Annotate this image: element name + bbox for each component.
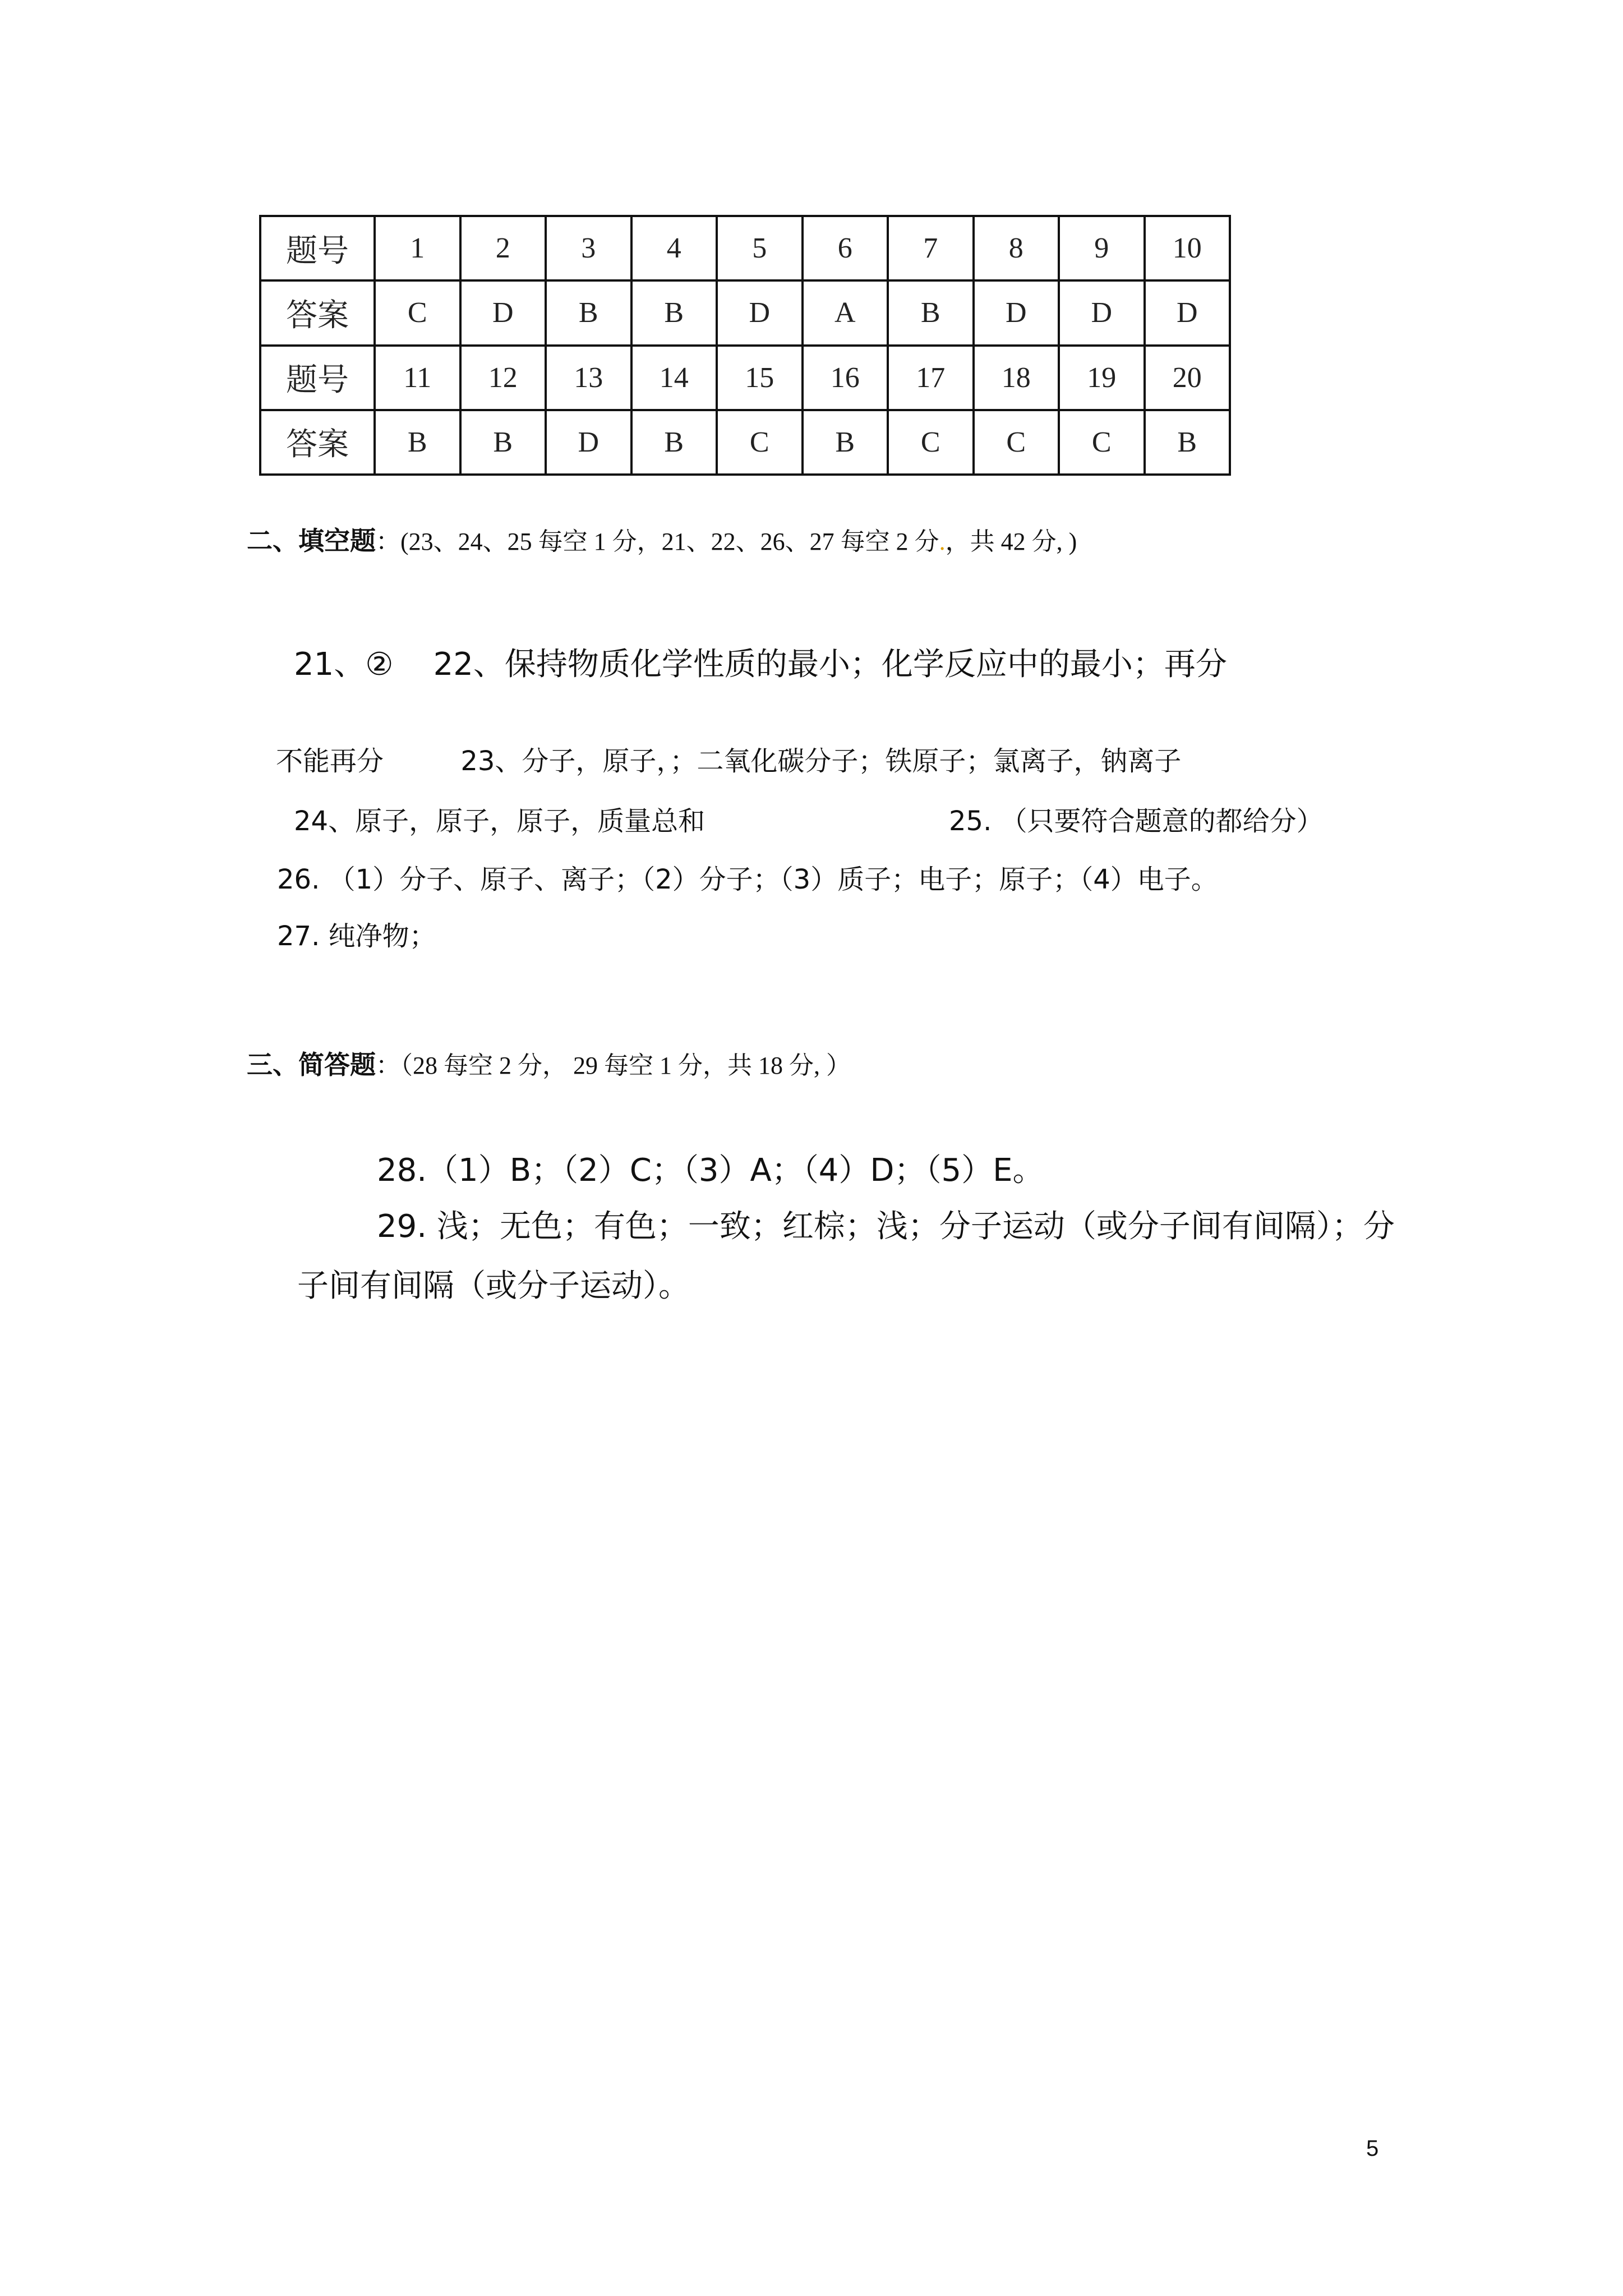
table-cell: 4 [631,216,717,280]
table-cell: 7 [888,216,974,280]
table-cell: 18 [974,346,1059,410]
table-cell: D [546,410,631,475]
table-cell: C [717,410,803,475]
answer-line-29-cont: 子间有间隔（或分子运动）。 [297,1268,690,1304]
table-cell: B [546,280,631,345]
table-cell: D [460,280,546,345]
section2-heading [247,521,1077,558]
table-cell: 10 [1145,216,1230,280]
section2-note-dot: . [939,528,946,555]
table-cell: D [717,280,803,345]
table-cell: 13 [546,346,631,410]
table-cell: 9 [1059,216,1145,280]
table-cell: B [803,410,888,475]
table-cell: A [803,280,888,345]
table-cell: C [974,410,1059,475]
table-row [260,280,1230,345]
section3-title: 三、简答题 [247,1050,376,1080]
answer-line-24: 24、原子，原子，原子，质量总和 [294,806,706,837]
table-cell: C [1059,410,1145,475]
row-header-cell: 题号 [260,346,375,410]
table-cell: B [631,280,717,345]
section2-title: 二、填空题 [247,526,376,556]
table-cell: 15 [717,346,803,410]
table-cell: B [375,410,460,475]
table-cell: 2 [460,216,546,280]
answer-line-25: 25. （只要符合题意的都给分） [949,806,1324,837]
page-number: 5 [1366,2136,1379,2161]
table-cell: B [631,410,717,475]
table-cell: 16 [803,346,888,410]
answer-line-27: 27. 纯净物； [277,921,436,952]
row-header-cell: 答案 [260,410,375,475]
section2-note-end: ，共 42 分, ) [945,528,1077,555]
table-cell: B [460,410,546,475]
section3-heading [247,1045,851,1082]
table-cell: C [888,410,974,475]
table-cell: B [1145,410,1230,475]
answer-line-21-22: 21、② 22、保持物质化学性质的最小；化学反应中的最小；再分 [294,646,1227,683]
table-cell: 1 [375,216,460,280]
table-cell: 14 [631,346,717,410]
table-cell: 3 [546,216,631,280]
table-cell: D [974,280,1059,345]
table-cell: 17 [888,346,974,410]
table-cell: 19 [1059,346,1145,410]
table-cell: 8 [974,216,1059,280]
answer-table [259,215,1231,476]
answer-table-body [260,216,1230,475]
answer-line-28: 28.（1）B；（2）C；（3）A；（4）D；（5）E。 [377,1152,1044,1189]
table-cell: D [1145,280,1230,345]
answer-line-26: 26. （1）分子、原子、离子；（2）分子；（3）质子；电子；原子；（4）电子。 [277,864,1218,895]
row-header-cell: 题号 [260,216,375,280]
table-cell: 20 [1145,346,1230,410]
table-cell: C [375,280,460,345]
section3-note: ：（28 每空 2 分， 29 每空 1 分，共 18 分, ） [376,1052,851,1079]
answer-line-22-23: 不能再分 23、分子，原子，；二氧化碳分子；铁原子；氯离子，钠离子 [276,746,1182,777]
table-cell: 11 [375,346,460,410]
table-cell: 12 [460,346,546,410]
row-header-cell: 答案 [260,280,375,345]
table-row [260,410,1230,475]
section2-note: ：(23、24、25 每空 1 分，21、22、26、27 每空 2 分 [376,528,939,555]
table-cell: 6 [803,216,888,280]
table-cell: D [1059,280,1145,345]
table-row [260,216,1230,280]
table-row [260,346,1230,410]
table-cell: 5 [717,216,803,280]
answer-line-29: 29. 浅；无色；有色；一致；红棕；浅；分子运动（或分子间有间隔）；分 [377,1208,1395,1245]
table-cell: B [888,280,974,345]
